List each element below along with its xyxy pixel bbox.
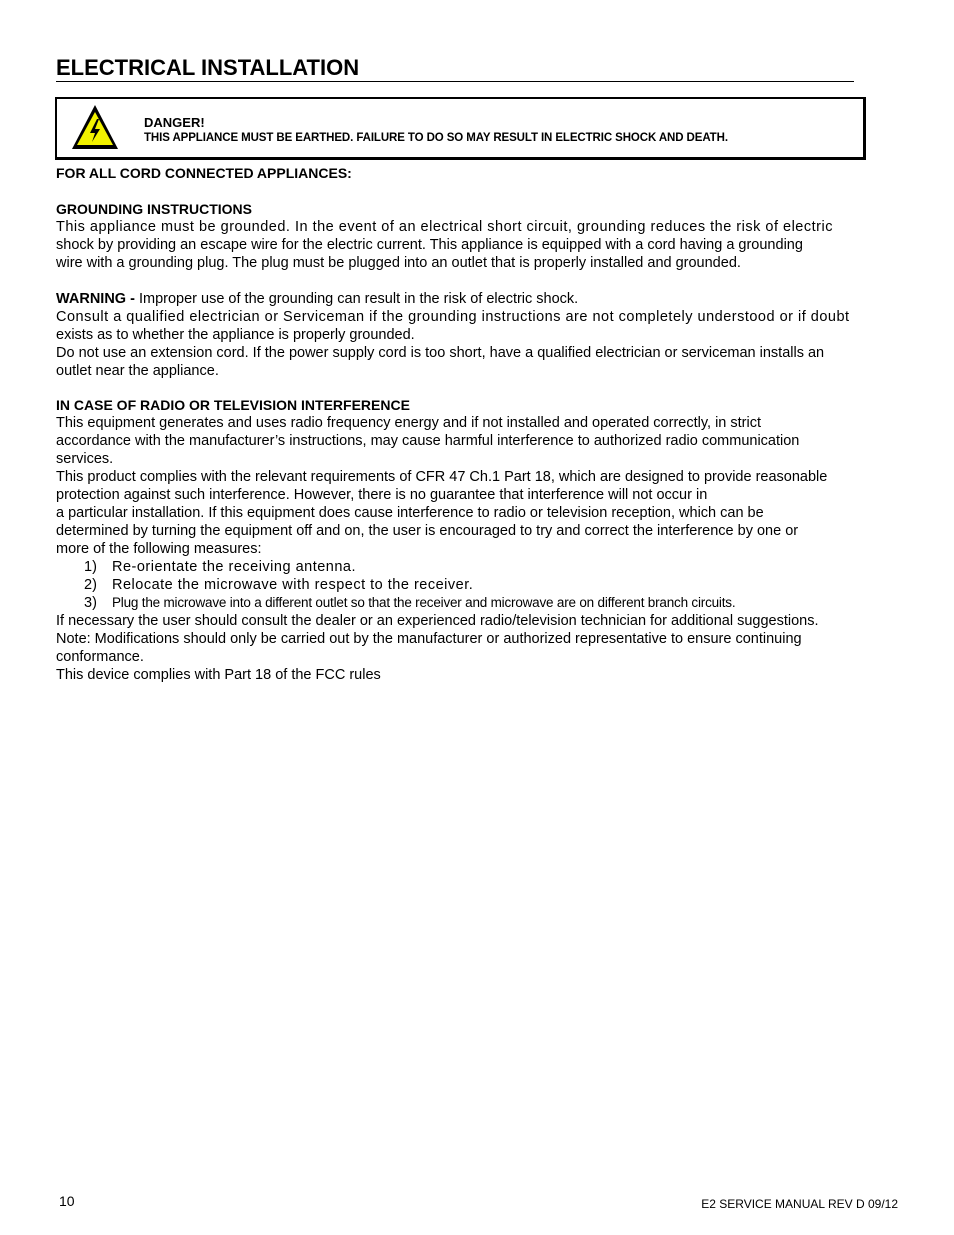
interference-line: protection against such interference. However, there is no guarantee that interference will not occur in	[56, 487, 708, 503]
list-item-text: Relocate the microwave with respect to the receiver.	[112, 577, 474, 593]
footer-document-id: E2 SERVICE MANUAL REV D 09/12	[701, 1197, 898, 1211]
warning-line: exists as to whether the appliance is properly grounded.	[56, 327, 415, 343]
interference-line: more of the following measures:	[56, 541, 262, 557]
cord-heading: FOR ALL CORD CONNECTED APPLIANCES:	[56, 165, 352, 181]
interference-line: a particular installation. If this equipment does cause interference to radio or television reception, which can be	[56, 505, 764, 521]
document-body	[56, 164, 901, 684]
list-item	[56, 558, 901, 576]
list-item-number: 3)	[84, 595, 97, 611]
interference-line: services.	[56, 451, 114, 467]
warning-paragraph	[56, 290, 901, 308]
interference-line: This equipment generates and uses radio frequency energy and if not installed and operated correctly, in strict	[56, 415, 761, 431]
warning-line: outlet near the appliance.	[56, 363, 219, 379]
warning-text: Improper use of the grounding can result in the risk of electric shock.	[134, 291, 579, 307]
interference-line: determined by turning the equipment off and on, the user is encouraged to try and correct the interference by one or	[56, 523, 799, 539]
list-item-number: 2)	[84, 577, 97, 593]
interference-line: This device complies with Part 18 of the FCC rules	[56, 667, 381, 683]
danger-title: DANGER!	[144, 115, 205, 130]
list-item-text: Plug the microwave into a different outlet so that the receiver and microwave are on different branch circuits.	[112, 595, 736, 610]
interference-line: This product complies with the relevant requirements of CFR 47 Ch.1 Part 18, which are designed to provide reasonable	[56, 469, 828, 485]
grounding-heading: GROUNDING INSTRUCTIONS	[56, 201, 252, 217]
warning-label: WARNING -	[56, 291, 135, 307]
high-voltage-warning-icon	[70, 103, 120, 151]
list-item	[56, 576, 901, 594]
list-item-number: 1)	[84, 559, 97, 575]
danger-notice	[55, 97, 866, 160]
warning-line: Consult a qualified electrician or Serviceman if the grounding instructions are not completely understood or if doubt	[56, 309, 850, 325]
grounding-line: wire with a grounding plug. The plug must be plugged into an outlet that is properly installed and grounded.	[56, 255, 741, 271]
list-item-text: Re-orientate the receiving antenna.	[112, 559, 357, 575]
interference-line: Note: Modifications should only be carried out by the manufacturer or authorized representative to ensure continuing	[56, 631, 802, 647]
grounding-line: shock by providing an escape wire for the electric current. This appliance is equipped with a cord having a grounding	[56, 237, 803, 253]
warning-line: Do not use an extension cord. If the power supply cord is too short, have a qualified electrician or serviceman installs an	[56, 345, 825, 361]
measures-list	[56, 558, 901, 612]
interference-line: accordance with the manufacturer’s instructions, may cause harmful interference to authorized radio communication	[56, 433, 800, 449]
interference-line: If necessary the user should consult the dealer or an experienced radio/television technician for additional suggestions.	[56, 613, 819, 629]
list-item	[56, 594, 901, 612]
interference-line: conformance.	[56, 649, 144, 665]
page-number: 10	[59, 1193, 75, 1209]
page-title: ELECTRICAL INSTALLATION	[56, 55, 854, 82]
interference-heading: IN CASE OF RADIO OR TELEVISION INTERFERENCE	[56, 397, 410, 413]
grounding-line: This appliance must be grounded. In the event of an electrical short circuit, grounding reduces the risk of electric	[56, 219, 833, 235]
danger-text: THIS APPLIANCE MUST BE EARTHED. FAILURE TO DO SO MAY RESULT IN ELECTRIC SHOCK AND DEATH.	[144, 132, 728, 144]
